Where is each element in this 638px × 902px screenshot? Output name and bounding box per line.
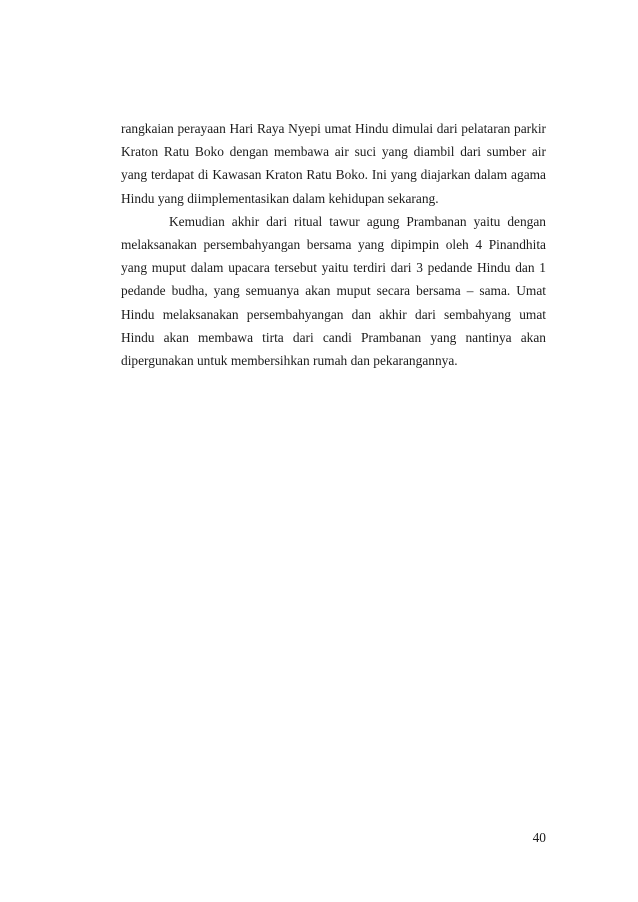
body-text <box>121 117 546 372</box>
paragraph-continuation: rangkaian perayaan Hari Raya Nyepi umat Hindu dimulai dari pelataran parkir Kraton Ratu Boko dengan membawa air suci yang diambil dari sumber air yang terdapat di Kawasan Kraton Ratu Boko. Ini yang diajarkan dalam agama Hindu yang diimplementasikan dalam kehidupan sekarang. <box>121 121 546 206</box>
paragraph-ritual-ending: Kemudian akhir dari ritual tawur agung Prambanan yaitu dengan melaksanakan persembahyangan bersama yang dipimpin oleh 4 Pinandhita yang muput dalam upacara tersebut yaitu terdiri dari 3 pedande Hindu dan 1 pedande budha, yang semuanya akan muput secara bersama – sama. Umat Hindu melaksanakan persembahyangan dan akhir dari sembahyang umat Hindu akan membawa tirta dari candi Prambanan yang nantinya akan dipergunakan untuk membersihkan rumah dan pekarangannya. <box>121 213 546 369</box>
page-number: 40 <box>532 830 546 845</box>
